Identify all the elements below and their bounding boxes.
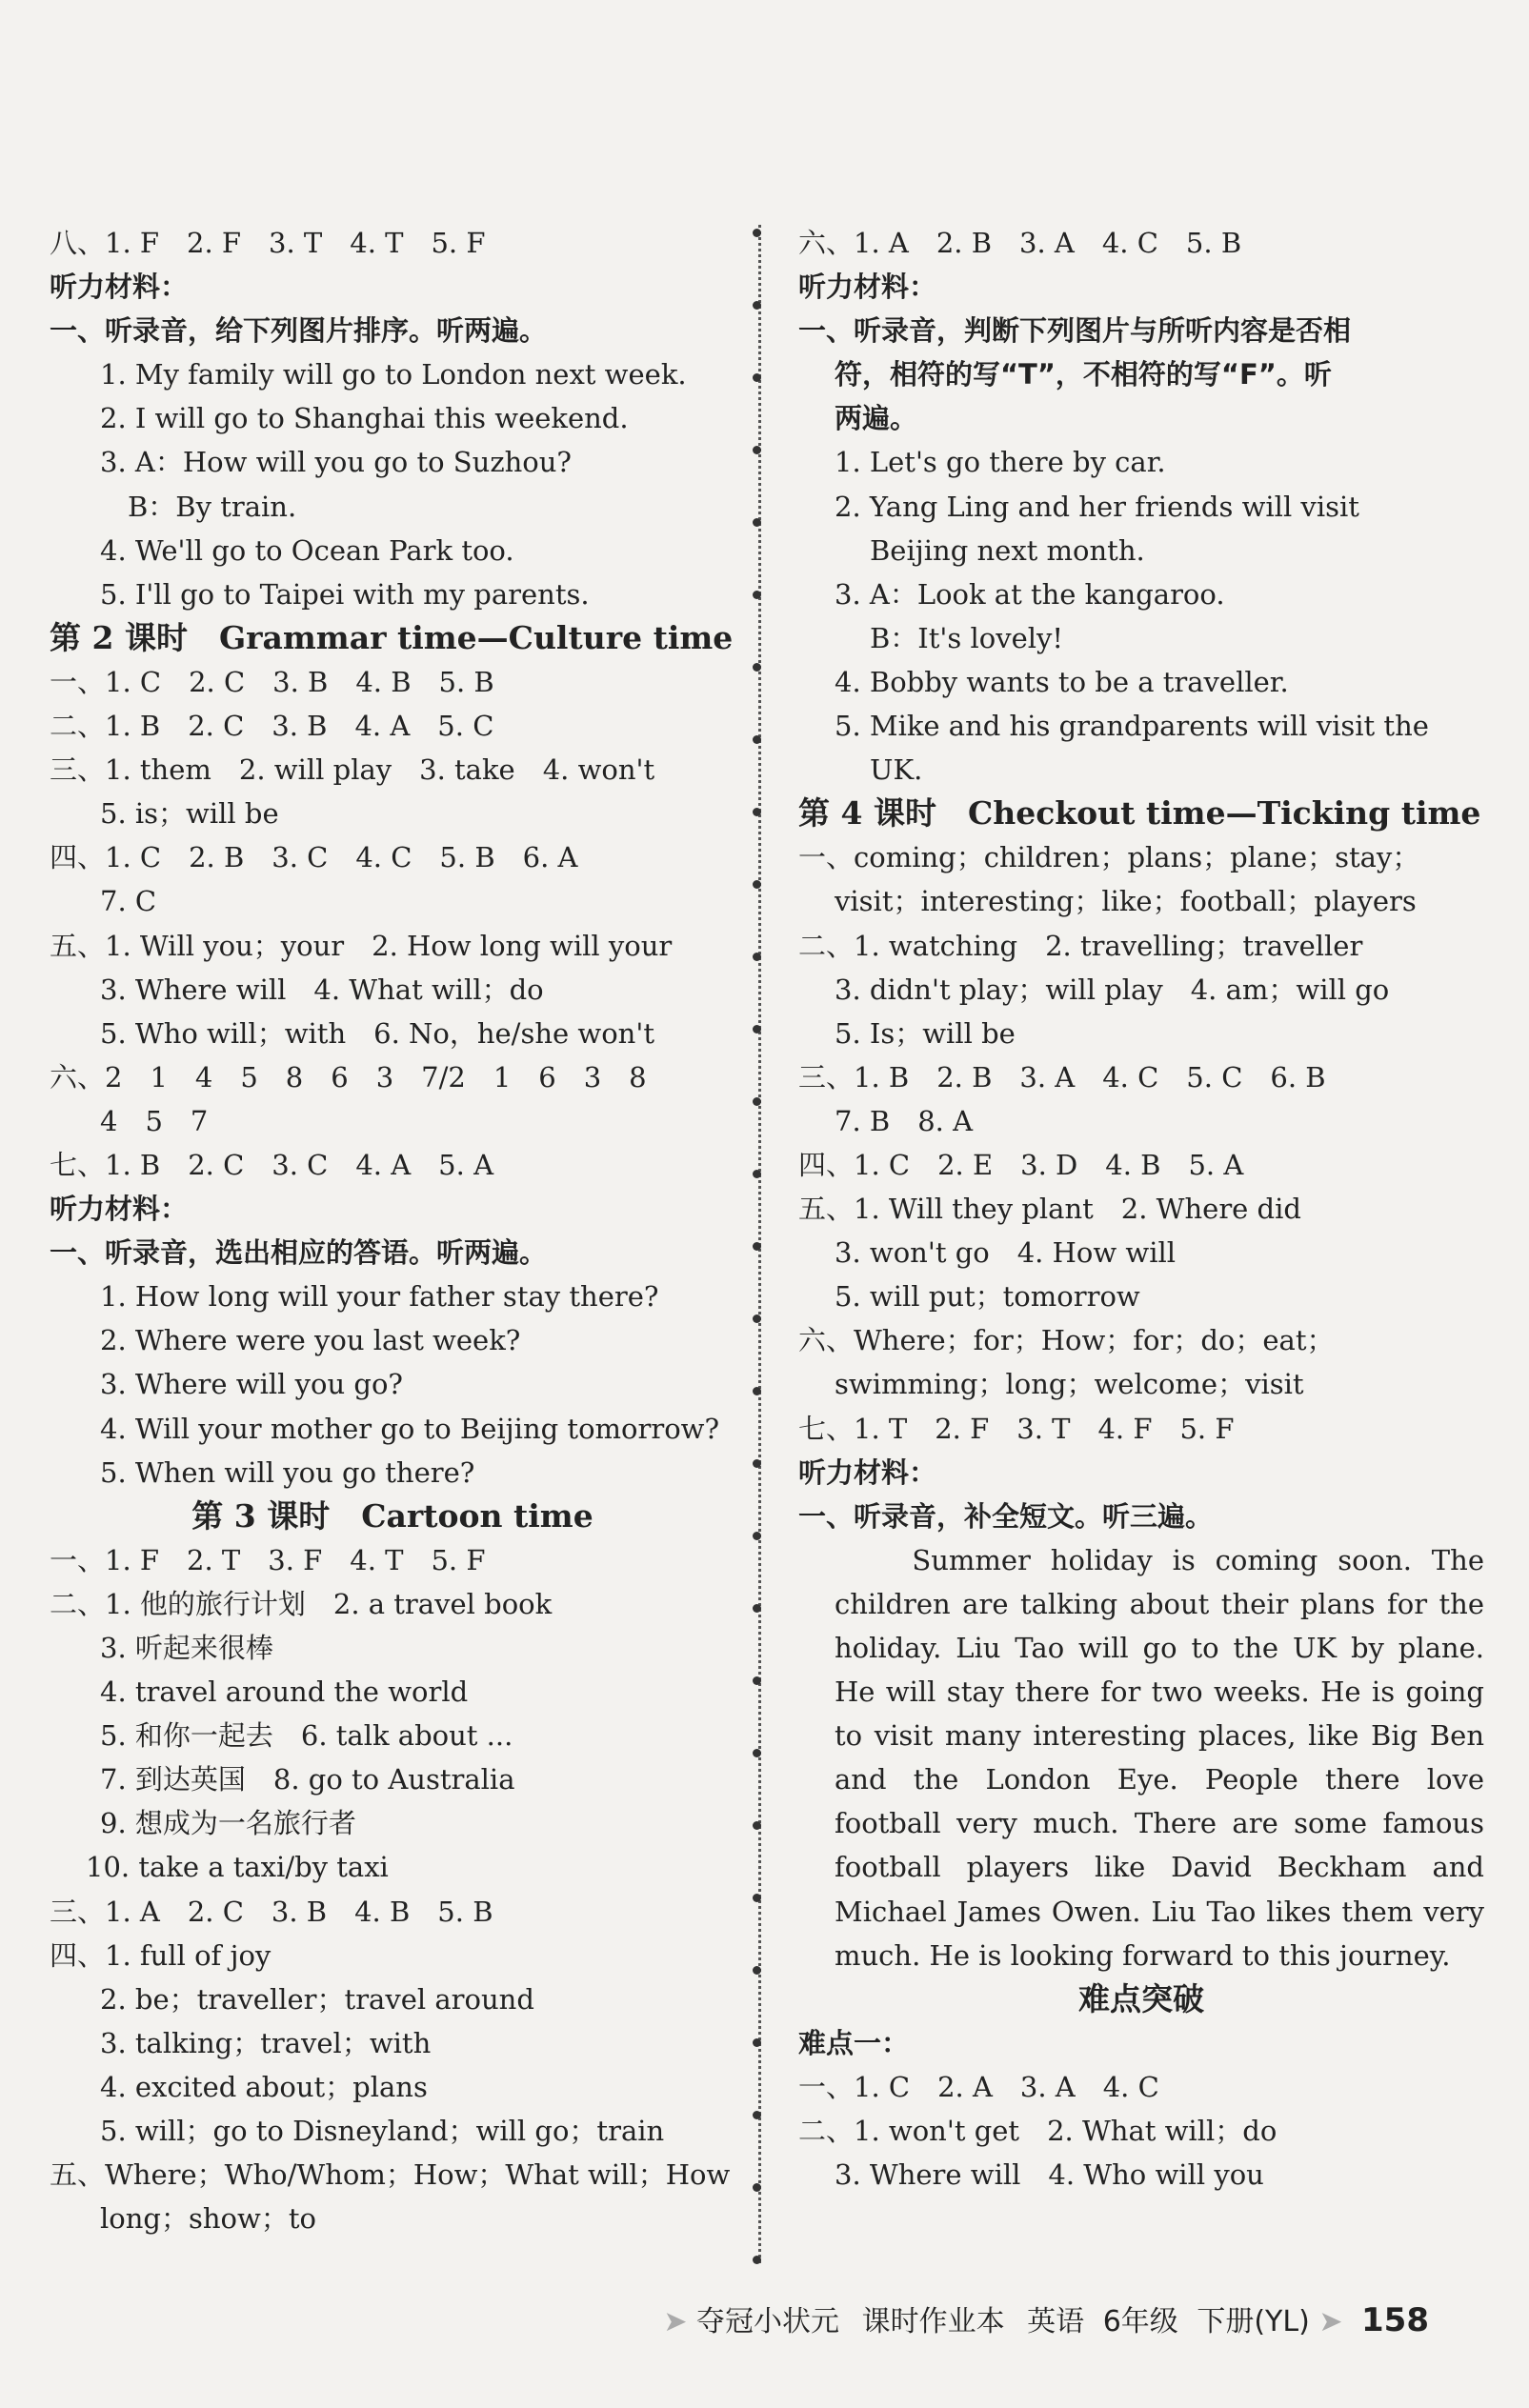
answer-line: 5. I'll go to Taipei with my parents. xyxy=(100,577,590,611)
answer-line: B：By train. xyxy=(128,490,297,523)
answer-line: 七、1. T 2. F 3. T 4. F 5. F xyxy=(798,1412,1235,1445)
answer-line: 5. Is；will be xyxy=(835,1016,1016,1050)
answer-line: 六、1. A 2. B 3. A 4. C 5. B xyxy=(798,227,1242,259)
answer-line: visit；interesting；like；football；players xyxy=(835,885,1417,918)
answer-line: 二、1. won't get 2. What will；do xyxy=(798,2115,1278,2148)
divider-dot xyxy=(753,1097,761,1106)
answer-line: 六、Where；for；How；for；do；eat； xyxy=(798,1324,1335,1357)
footer-grade: 6年级 xyxy=(1102,2305,1178,2338)
divider-dot xyxy=(753,518,761,527)
answer-line: 四、1. C 2. E 3. D 4. B 5. A xyxy=(798,1148,1244,1181)
answer-line: 9. 想成为一名旅行者 xyxy=(100,1807,356,1840)
answer-line: 3. Where will 4. Who will you xyxy=(835,2158,1264,2192)
divider-dot xyxy=(753,1459,761,1468)
answer-line: 五、1. Will they plant 2. Where did xyxy=(798,1193,1301,1226)
divider-dot xyxy=(753,591,761,599)
answer-line: 3. Where will 4. What will；do xyxy=(100,973,544,1006)
answer-line: 二、1. watching 2. travelling；traveller xyxy=(798,929,1363,962)
divider-dot xyxy=(753,1749,761,1757)
answer-line: 一、1. C 2. A 3. A 4. C xyxy=(798,2070,1159,2103)
divider-dot xyxy=(753,1314,761,1323)
answer-line: 2. be；traveller；travel around xyxy=(100,1982,534,2016)
answer-line: 二、1. B 2. C 3. B 4. A 5. C xyxy=(50,710,494,743)
divider-dot xyxy=(753,1604,761,1613)
answer-line: long；show；to xyxy=(100,2202,316,2236)
divider-dot xyxy=(753,1676,761,1685)
answer-line: Beijing next month. xyxy=(870,533,1145,567)
answer-line: swimming；long；welcome；visit xyxy=(835,1368,1304,1401)
section-heading: 第 4 课时 Checkout time—Ticking time xyxy=(798,794,1481,833)
answer-line: 听力材料： xyxy=(50,271,189,304)
right-column xyxy=(798,221,1484,2197)
answer-line: 5. When will you go there? xyxy=(100,1455,475,1489)
answer-line: 4. We'll go to Ocean Park too. xyxy=(100,533,514,567)
answer-line: 7. 到达英国 8. go to Australia xyxy=(100,1763,515,1796)
divider-dot xyxy=(753,1821,761,1830)
left-column xyxy=(50,221,735,2240)
footer-volume: 下册(YL) xyxy=(1197,2305,1310,2338)
answer-line: 1. How long will your father stay there? xyxy=(100,1280,659,1314)
answer-line: 3. didn't play；will play 4. am；will go xyxy=(835,973,1390,1006)
answer-line: 5. will put；tomorrow xyxy=(835,1280,1140,1314)
section-heading: 难点突破 xyxy=(1078,1979,1204,2017)
answer-line: 4. Will your mother go to Beijing tomorrow? xyxy=(100,1412,720,1445)
divider-dot xyxy=(753,2111,761,2119)
answer-line: 听力材料： xyxy=(50,1193,189,1226)
divider-dot xyxy=(753,2038,761,2047)
answer-line: 5. Who will；with 6. No，he/she won't xyxy=(100,1016,654,1050)
answer-line: 3. 听起来很棒 xyxy=(100,1632,273,1664)
answer-line: 3. talking；travel；with xyxy=(100,2026,432,2059)
answer-line: 一、1. C 2. C 3. B 4. B 5. B xyxy=(50,665,494,698)
answer-line: 3. Where will you go? xyxy=(100,1368,403,1401)
answer-line: 5. will；go to Disneyland；will go；train xyxy=(100,2115,665,2148)
answer-line: 符，相符的写“T”，不相符的写“F”。听 xyxy=(835,358,1332,391)
arrow-icon: ➤ xyxy=(663,2305,688,2338)
divider-dot xyxy=(753,2183,761,2192)
page-number: 158 xyxy=(1361,2301,1429,2339)
footer-book: 课时作业本 xyxy=(861,2305,1005,2338)
divider-dot xyxy=(753,229,761,237)
answer-line: 二、1. 他的旅行计划 2. a travel book xyxy=(50,1587,553,1620)
answer-line: 7. B 8. A xyxy=(835,1104,974,1137)
answer-line: 4 5 7 xyxy=(100,1104,209,1137)
arrow-icon: ➤ xyxy=(1318,2305,1343,2338)
answer-line: 四、1. full of joy xyxy=(50,1938,272,1972)
answer-line: 一、听录音，给下列图片排序。听两遍。 xyxy=(50,314,548,348)
divider-dot xyxy=(753,1242,761,1251)
footer-subject: 英语 xyxy=(1027,2305,1085,2338)
answer-line: 八、1. F 2. F 3. T 4. T 5. F xyxy=(50,227,486,259)
answer-line: 4. excited about；plans xyxy=(100,2070,428,2103)
answer-line: 五、1. Will you；your 2. How long will your xyxy=(50,929,673,962)
answer-line: UK. xyxy=(870,753,923,787)
divider-dot xyxy=(753,880,761,889)
answer-line: 5. is；will be xyxy=(100,797,279,831)
answer-line: 3. A：How will you go to Suzhou? xyxy=(100,446,572,479)
divider-dot xyxy=(753,1966,761,1975)
divider-dot xyxy=(753,373,761,382)
divider-dot xyxy=(753,735,761,744)
answer-line: 难点一： xyxy=(798,2026,910,2059)
answer-line: 三、1. B 2. B 3. A 4. C 5. C 6. B xyxy=(798,1060,1326,1094)
answer-line: 一、1. F 2. T 3. F 4. T 5. F xyxy=(50,1543,486,1576)
divider-dot xyxy=(753,808,761,816)
divider-dot xyxy=(753,1894,761,1902)
answer-line: 10. take a taxi/by taxi xyxy=(86,1851,389,1884)
answer-line: 3. won't go 4. How will xyxy=(835,1236,1177,1270)
divider-dot xyxy=(753,1532,761,1540)
answer-line: 一、听录音，选出相应的答语。听两遍。 xyxy=(50,1236,548,1270)
divider-dot xyxy=(753,663,761,672)
answer-line: 2. Yang Ling and her friends will visit xyxy=(835,490,1359,523)
divider-dot xyxy=(753,446,761,454)
divider-dot xyxy=(753,1387,761,1395)
answer-line: 七、1. B 2. C 3. C 4. A 5. A xyxy=(50,1148,494,1181)
answer-line: 4. Bobby wants to be a traveller. xyxy=(835,665,1289,698)
footer-brand: 夺冠小状元 xyxy=(696,2305,840,2338)
answer-line: 7. C xyxy=(100,885,157,918)
answer-line: 2. Where were you last week? xyxy=(100,1324,521,1357)
answer-line: 六、2 1 4 5 8 6 3 7/2 1 6 3 8 xyxy=(50,1060,647,1094)
answer-line: 听力材料： xyxy=(798,271,937,304)
answer-line: 三、1. A 2. C 3. B 4. B 5. B xyxy=(50,1895,493,1928)
answer-line: 一、coming；children；plans；plane；stay； xyxy=(798,841,1420,874)
divider-dot xyxy=(753,301,761,310)
divider-dot xyxy=(753,2256,761,2264)
section-heading: 第 2 课时 Grammar time—Culture time xyxy=(50,618,734,656)
divider-dot xyxy=(753,953,761,961)
answer-line: 5. Mike and his grandparents will visit the xyxy=(835,710,1429,743)
answer-line: 3. A：Look at the kangaroo. xyxy=(835,577,1225,611)
answer-line: 听力材料： xyxy=(798,1455,937,1489)
answer-line: 2. I will go to Shanghai this weekend. xyxy=(100,402,629,435)
answer-line: 4. travel around the world xyxy=(100,1676,469,1709)
listening-passage: Summer holiday is coming soon. The children are talking about their plans for the holiday. Liu Tao will go to the UK by plane. He will stay there for two weeks. He is going to visit many interesting places, like Big Ben and the London Eye. People there love football very much. There are some famous football players like David Beckham and Michael James Owen. Liu Tao likes them very much. He is looking forward to this journey. xyxy=(835,1543,1484,1972)
divider-dot xyxy=(753,1025,761,1033)
answer-line: 5. 和你一起去 6. talk about ... xyxy=(100,1719,513,1753)
answer-line: 1. Let's go there by car. xyxy=(835,446,1166,479)
answer-line: 五、Where；Who/Whom；How；What will；How xyxy=(50,2158,731,2192)
answer-line: 四、1. C 2. B 3. C 4. C 5. B 6. A xyxy=(50,841,578,874)
answer-line: 一、听录音，判断下列图片与所听内容是否相 xyxy=(798,314,1352,348)
page-footer xyxy=(663,2298,1429,2339)
answer-line: 三、1. them 2. will play 3. take 4. won't xyxy=(50,753,655,787)
section-heading: 第 3 课时 Cartoon time xyxy=(191,1496,593,1535)
answer-line: 1. My family will go to London next week. xyxy=(100,358,687,391)
answer-line: 一、听录音，补全短文。听三遍。 xyxy=(798,1499,1214,1533)
divider-dot xyxy=(753,1170,761,1178)
answer-line: 两遍。 xyxy=(835,402,918,435)
answer-line: B：It's lovely! xyxy=(870,621,1064,654)
